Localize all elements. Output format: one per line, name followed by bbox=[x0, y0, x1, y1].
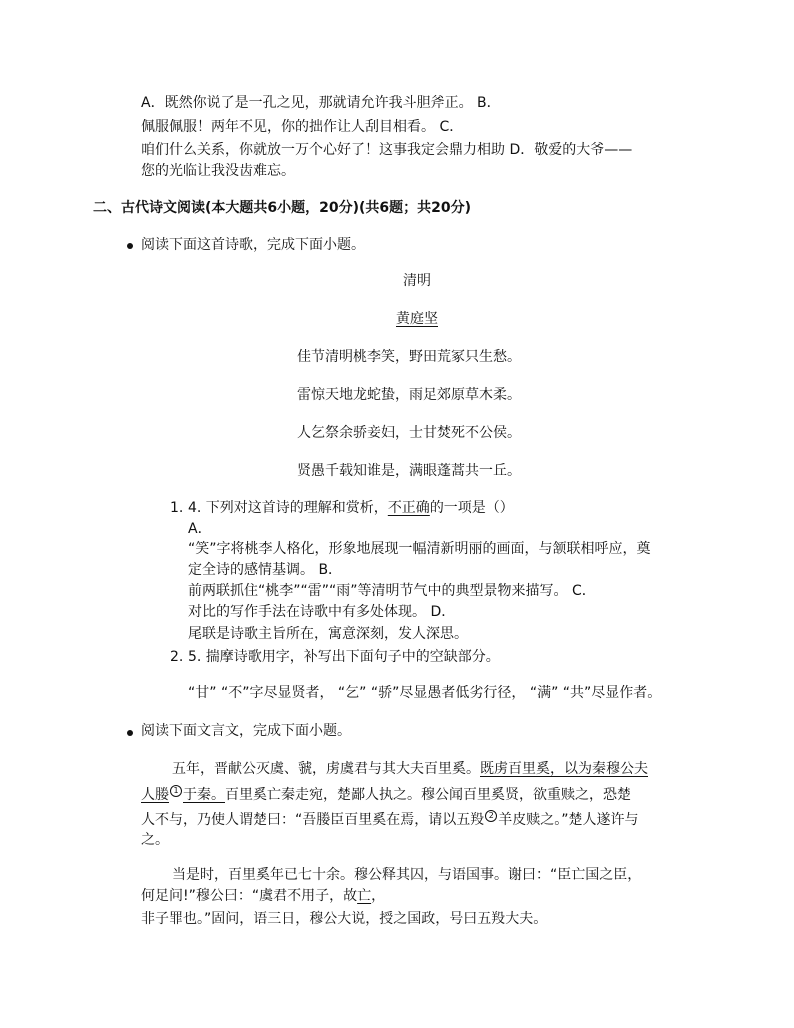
choice-b-text: 前两联抓住“桃李”“雷”“雨”等清明节气中的典型景物来描写。 C． bbox=[188, 583, 596, 599]
prose-underlined: 既虏百里奚，以为秦穆公夫 bbox=[480, 761, 648, 777]
prose-underlined: 亡 bbox=[357, 888, 372, 904]
section-heading: 二、古代诗文阅读(本大题共6小题，20分)(共6题；共20分) bbox=[93, 200, 472, 216]
option-line-4: 您的光临让我没齿难忘。 bbox=[141, 163, 295, 179]
prose-line bbox=[172, 762, 648, 776]
note-marker: 2 bbox=[485, 810, 497, 822]
prose-line: 当是时，百里奚年已七十余。穆公释其囚，与语国事。谢曰：“臣亡国之臣， bbox=[172, 867, 642, 883]
choice-a-text: “笑”字将桃李人格化，形象地展现一幅清新明丽的画面，与颔联相呼应，奠 bbox=[188, 541, 651, 557]
poem-intro: 阅读下面这首诗歌，完成下面小题。 bbox=[141, 237, 365, 253]
prose-underlined: 于秦。 bbox=[183, 787, 225, 803]
note-marker: 1 bbox=[170, 785, 182, 797]
prose-line bbox=[141, 810, 639, 827]
option-line-1: A．既然你说了是一孔之见，那就请允许我斗胆斧正。 B． bbox=[141, 95, 501, 111]
choice-d-text: 尾联是诗歌主旨所在，寓意深刻，发人深思。 bbox=[188, 626, 468, 642]
prose-segment: 人不与，乃使人谓楚曰：“吾媵臣百里奚在焉，请以五羖 bbox=[141, 812, 485, 828]
prose-line: 非子罪也。”固问，语三日，穆公大说，授之国政，号曰五羖大夫。 bbox=[141, 911, 548, 927]
choice-a-label: A． bbox=[188, 521, 212, 537]
poem-title: 清明 bbox=[403, 273, 431, 289]
poem-line-1: 佳节清明桃李笑，野田荒冢只生愁。 bbox=[297, 349, 521, 365]
poem-author: 黄庭坚 bbox=[396, 311, 438, 327]
poem-line-2: 雷惊天地龙蛇蛰，雨足郊原草木柔。 bbox=[297, 387, 521, 403]
poem-line-3: 人乞祭余骄妾妇，士甘焚死不公侯。 bbox=[297, 425, 521, 441]
question-stem: 5. 揣摩诗歌用字，补写出下面句子中的空缺部分。 bbox=[188, 649, 500, 665]
choice-c-text: 对比的写作手法在诗歌中有多处体现。 D． bbox=[188, 604, 456, 620]
prose-segment: ， bbox=[371, 888, 386, 904]
prose-line bbox=[141, 889, 385, 903]
prose-line: 之。 bbox=[141, 832, 169, 848]
question-stem bbox=[188, 501, 514, 515]
prose-segment: 五年，晋献公灭虞、虢，虏虞君与其大夫百里奚。 bbox=[172, 761, 480, 777]
poem-line-4: 贤愚千载知谁是，满眼蓬蒿共一丘。 bbox=[297, 463, 521, 479]
bullet-icon bbox=[127, 243, 133, 249]
choice-a-text-cont: 定全诗的感情基调。 B． bbox=[188, 562, 343, 578]
prose-segment: 百里奚亡秦走宛，楚鄙人执之。穆公闻百里奚贤，欲重赎之，恐楚 bbox=[225, 787, 631, 803]
question-number: 2. bbox=[170, 649, 184, 665]
prose-line bbox=[141, 785, 631, 802]
prose-segment: 何足问!”穆公曰：“虞君不用子，故 bbox=[141, 888, 358, 904]
prose-segment: 羊皮赎之。”楚人遂许与 bbox=[498, 812, 639, 828]
option-line-3: 咱们什么关系，你就放一万个心好了！这事我定会鼎力相助 D．敬爱的大爷—— bbox=[141, 142, 633, 158]
question-stem-suffix: 的一项是（） bbox=[429, 500, 514, 516]
answer-line: “甘” “不”字尽显贤者， “乞” “骄”尽显愚者低劣行径， “满” “共”尽显作者。 bbox=[188, 685, 662, 701]
prose-underlined: 人媵 bbox=[141, 787, 169, 803]
question-stem-prefix: 4. 下列对这首诗的理解和赏析， bbox=[188, 500, 388, 516]
option-line-2: 佩服佩服！两年不见，你的拙作让人刮目相看。 C． bbox=[141, 119, 464, 135]
question-number: 1. bbox=[170, 500, 184, 516]
question-stem-emphasis: 不正确 bbox=[387, 500, 430, 516]
bullet-icon bbox=[127, 730, 133, 736]
prose-intro: 阅读下面文言文，完成下面小题。 bbox=[141, 723, 351, 739]
